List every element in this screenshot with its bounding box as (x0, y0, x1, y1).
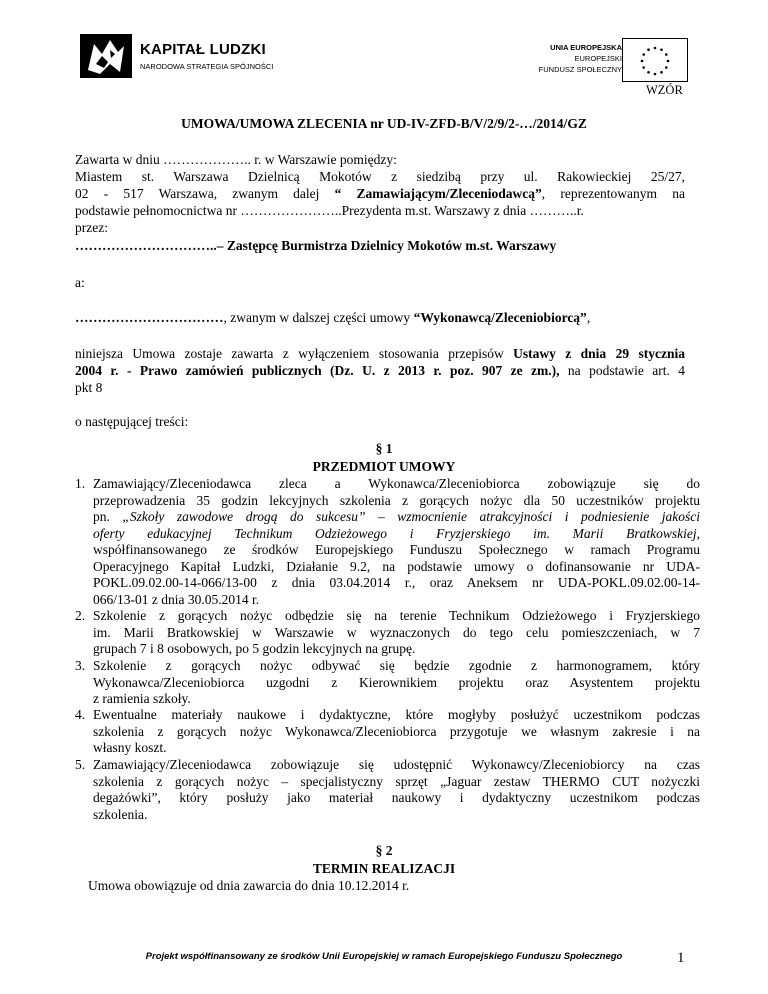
contractor-designation: “Wykonawcą/Zleceniobiorcą” (413, 310, 587, 325)
section-2-title: TERMIN REALIZACJI (312, 861, 456, 876)
intro-line-2: Miastem st. Warszawa Dzielnicą Mokotów z siedzibą przy ul. Rakowieckiej 25/27, (75, 169, 685, 184)
list-item: 3. Szkolenie z gorących nożyc odbywać się będzie zgodnie z harmonogramem, który Wykonawca/Zleceniobiorca uzgodni z Kierownikiem projektu oraz Asystentem projektu z ramienia szkoły. (75, 658, 700, 706)
basis-line-1: niniejsza Umowa zostaje zawarta z wyłączeniem stosowania przepisów Ustawy z dnia 29 stycznia (75, 346, 685, 361)
footer-note: Projekt współfinansowany ze środków Unii Europejskiej w ramach Europejskiego Funduszu Społecznego (145, 951, 623, 962)
intro-line-4: podstawie pełnomocnictwa nr …………………..Prezydenta m.st. Warszawy z dnia ………..r. (75, 203, 584, 218)
section-2-text: Umowa obowiązuje od dnia zawarcia do dnia 10.12.2014 r. (88, 878, 410, 893)
intro-line-1: Zawarta w dniu ……………….. r. w Warszawie pomiędzy: (75, 152, 397, 167)
list-item: 2. Szkolenie z gorących nożyc odbędzie się na terenie Technikum Odzieżowego i Fryzjerskiego im. Marii Bratkowskiej w Warszawie w wyznaczonych do tego celu pomieszczeniach, w 7 grupach 7 i 8 osobowych, po 5 godzin lekcyjnych na grupę. (75, 608, 700, 656)
list-item: 1. Zamawiający/Zleceniodawca zleca a Wykonawca/Zleceniobiorca zobowiązuje się do przeprowadzenia 35 godzin lekcyjnych szkolenia z gorących nożyc dla 50 uczestników projektu pn. „Szkoły zawodowe drogą do sukcesu” – wzmocnienie atrakcyjności i podniesienie jakości oferty edukacyjnej Technikum Odzieżowego i Fryzjerskiego im. Marii Bratkowskiej, współfinansowanego ze środków Europejskiego Funduszu Społecznego w ramach Programu Operacyjnego Kapitał Ludzki, Działanie 9.2, na podstawie umowy o dofinansowanie nr UDA- POKL.09.02.00-14-066/13-00 z dnia 03.04.2014 r., oraz Aneksem nr UDA-POKL.09.02.00-14- 066/13-01 z dnia 30.05.2014 r. (75, 476, 701, 607)
and-label: a: (75, 275, 85, 290)
basis-line-2: 2004 r. - Prawo zamówień publicznych (Dz. U. z 2013 r. poz. 907 ze zm.), na podstawie art. 4 (75, 363, 685, 378)
list-item: 5. Zamawiający/Zleceniodawca zobowiązuje się udostępnić Wykonawcy/Zleceniobiorcy na czas szkolenia z gorących nożyc – specjalistyczny sprzęt „Jaguar zestaw THERMO CUT nożyczki degażówki”, który posłuży jako materiał naukowy i dydaktyczny uczestnikom podczas szkolenia. (75, 757, 700, 822)
eu-label-block (512, 42, 622, 75)
eu-flag-icon (622, 38, 688, 82)
eu-line-1: UNIA EUROPEJSKA (550, 43, 622, 52)
kapital-ludzki-logo-icon (80, 34, 132, 78)
brand-subtitle: NARODOWA STRATEGIA SPÓJNOŚCI (140, 62, 274, 71)
client-designation: “ Zamawiającym/Zleceniodawcą” (334, 186, 542, 201)
section-1-title: PRZEDMIOT UMOWY (312, 459, 456, 474)
template-label: WZÓR (646, 83, 683, 97)
list-item: 4. Ewentualne materiały naukowe i dydaktyczne, które mogłyby posłużyć uczestnikom podczas szkolenia z gorących nożyc Wykonawca/Zleceniobiorca przygotuje we własnym zakresie i na własny koszt. (75, 707, 700, 755)
document-title: UMOWA/UMOWA ZLECENIA nr UD-IV-ZFD-B/V/2/9/2-…/2014/GZ (181, 116, 587, 131)
representative-line: …………………………..– Zastępcę Burmistrza Dzielnicy Mokotów m.st. Warszawy (75, 238, 557, 253)
intro-line-3: 02 - 517 Warszawa, zwanym dalej “ Zamawiającym/Zleceniodawcą”, reprezentowanym na (75, 186, 685, 201)
content-intro: o następującej treści: (75, 414, 189, 429)
section-2-number: § 2 (375, 843, 393, 858)
intro-line-5: przez: (75, 220, 108, 235)
page-number: 1 (677, 950, 685, 966)
basis-line-3: pkt 8 (75, 380, 103, 395)
section-1-number: § 1 (375, 441, 393, 456)
brand-title: KAPITAŁ LUDZKI (140, 41, 266, 58)
eu-line-2: EUROPEJSKI (574, 54, 622, 63)
eu-line-3: FUNDUSZ SPOŁECZNY (538, 65, 622, 74)
contractor-line: ……………………………, zwanym w dalszej części umowy “Wykonawcą/Zleceniobiorcą”, (75, 310, 591, 325)
